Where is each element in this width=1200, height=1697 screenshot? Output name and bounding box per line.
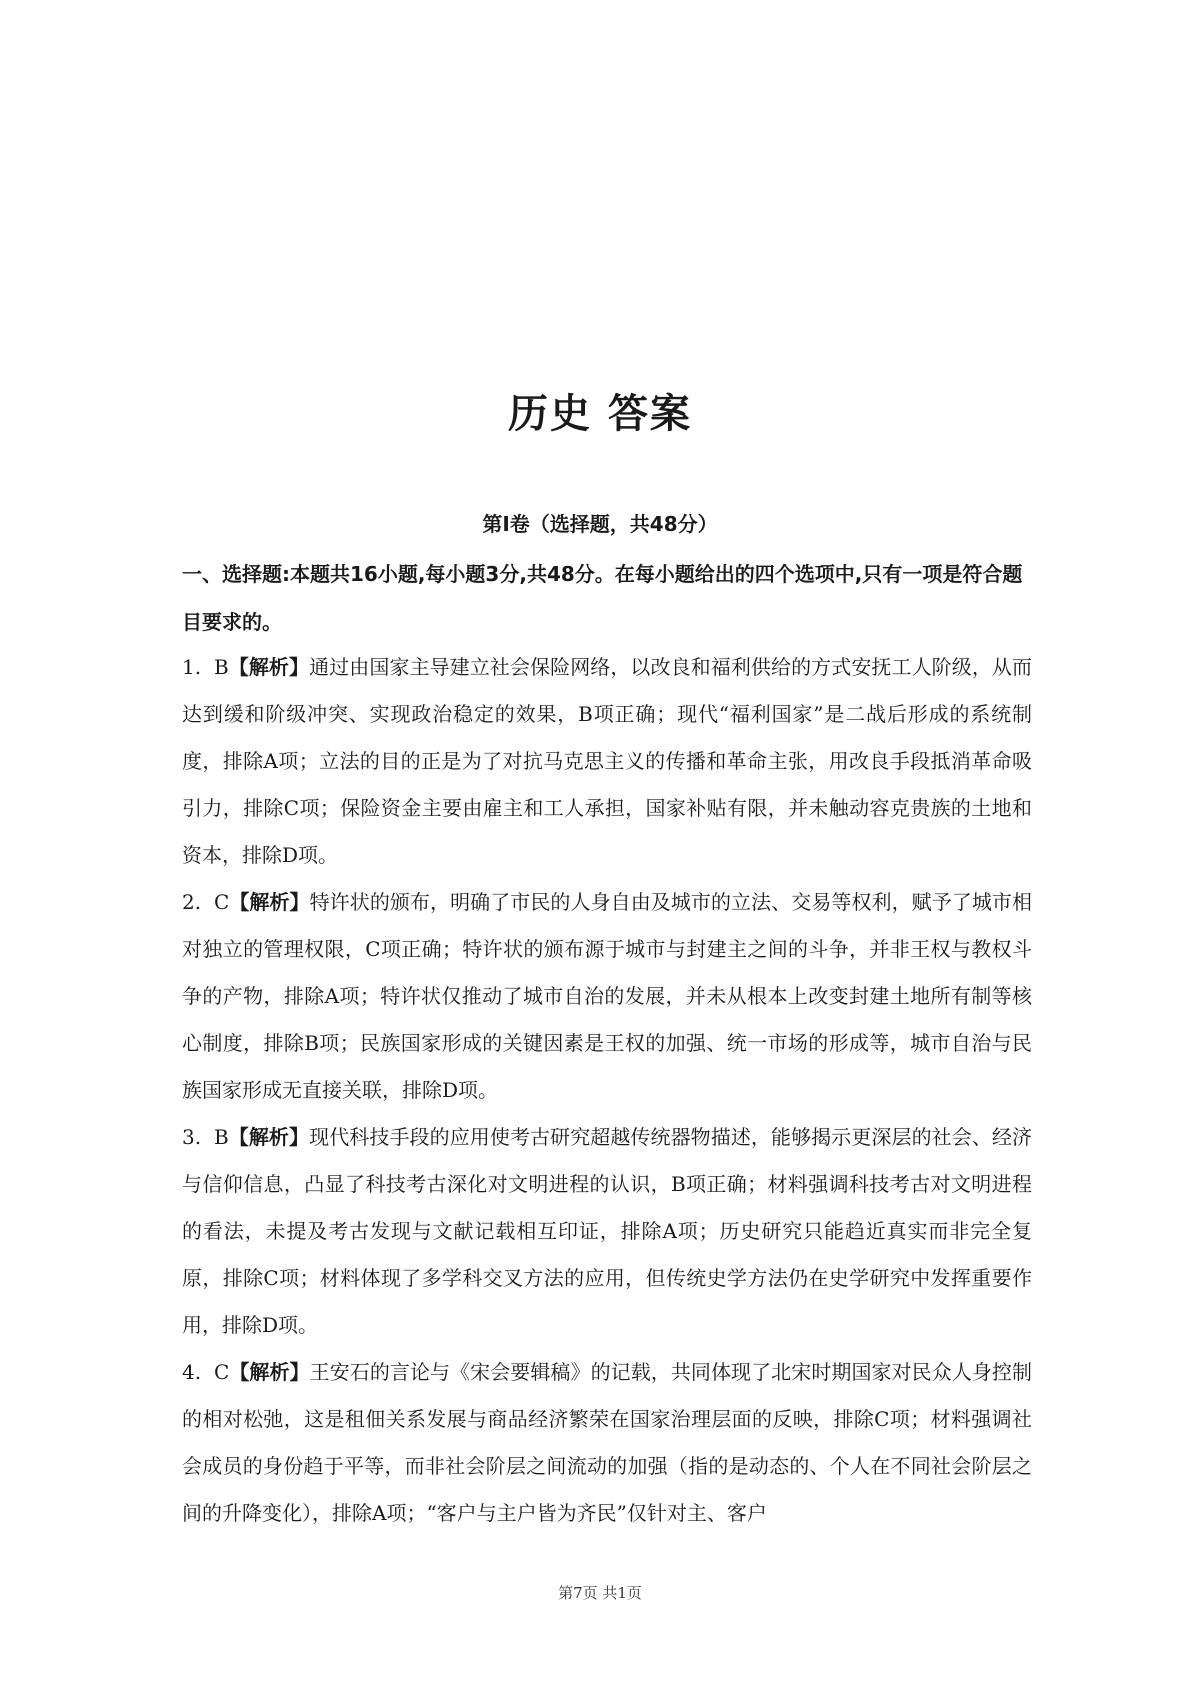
analysis-text: 现代科技手段的应用使考古研究超越传统器物描述，能够揭示更深层的社会、经济与信仰信息，凸显了科技考古深化对文明进程的认识，B项正确；材料强调科技考古对文明进程的看法，未提及考古发现与文献记载相互印证，排除A项；历史研究只能趋近真实而非完全复原，排除C项；材料体现了多学科交叉方法的应用，但传统史学方法仍在史学研究中发挥重要作用，排除D项。	[182, 1125, 1033, 1337]
document-title: 历史 答案	[508, 391, 692, 437]
analysis-tag: 【解析】	[229, 1360, 310, 1384]
analysis-tag: 【解析】	[228, 655, 310, 679]
answer-item-3	[182, 1114, 1032, 1349]
analysis-tag: 【解析】	[228, 1125, 310, 1149]
page-footer: 第7页 共1页	[558, 1584, 642, 1602]
answer-number: 2.	[182, 890, 202, 914]
answer-choice: C	[213, 890, 230, 914]
answer-number: 4.	[182, 1360, 202, 1384]
question-instruction: 一、选择题:本题共16小题,每小题3分,共48分。在每小题给出的四个选项中,只有一项是符合题目要求的。	[182, 562, 1023, 634]
answer-list	[182, 644, 1032, 1537]
answer-choice: B	[213, 1125, 229, 1149]
analysis-tag: 【解析】	[229, 890, 310, 914]
answer-choice: B	[213, 655, 229, 679]
analysis-text: 王安石的言论与《宋会要辑稿》的记载，共同体现了北宋时期国家对民众人身控制的相对松弛，这是租佃关系发展与商品经济繁荣在国家治理层面的反映，排除C项；材料强调社会成员的身份趋于平等，而非社会阶层之间流动的加强（指的是动态的、个人在不同社会阶层之间的升降变化），排除A项；“客户与主户皆为齐民”仅针对主、客户	[182, 1360, 1033, 1525]
analysis-text: 通过由国家主导建立社会保险网络，以改良和福利供给的方式安抚工人阶级，从而达到缓和阶级冲突、实现政治稳定的效果，B项正确；现代“福利国家”是二战后形成的系统制度，排除A项；立法的目的正是为了对抗马克思主义的传播和革命主张，用改良手段抵消革命吸引力，排除C项；保险资金主要由雇主和工人承担，国家补贴有限，并未触动容克贵族的土地和资本，排除D项。	[182, 655, 1033, 867]
answer-item-1	[182, 644, 1032, 879]
answer-choice: C	[213, 1360, 230, 1384]
answer-item-4	[182, 1349, 1032, 1537]
analysis-text: 特许状的颁布，明确了市民的人身自由及城市的立法、交易等权利，赋予了城市相对独立的管理权限，C项正确；特许状的颁布源于城市与封建主之间的斗争，并非王权与教权斗争的产物，排除A项；特许状仅推动了城市自治的发展，并未从根本上改变封建土地所有制等核心制度，排除B项；民族国家形成的关键因素是王权的加强、统一市场的形成等，城市自治与民族国家形成无直接关联，排除D项。	[182, 890, 1033, 1102]
answer-number: 1.	[182, 655, 202, 679]
section-title: 第Ⅰ卷（选择题，共48分）	[482, 512, 718, 536]
answer-number: 3.	[182, 1125, 202, 1149]
answer-item-2	[182, 879, 1032, 1114]
